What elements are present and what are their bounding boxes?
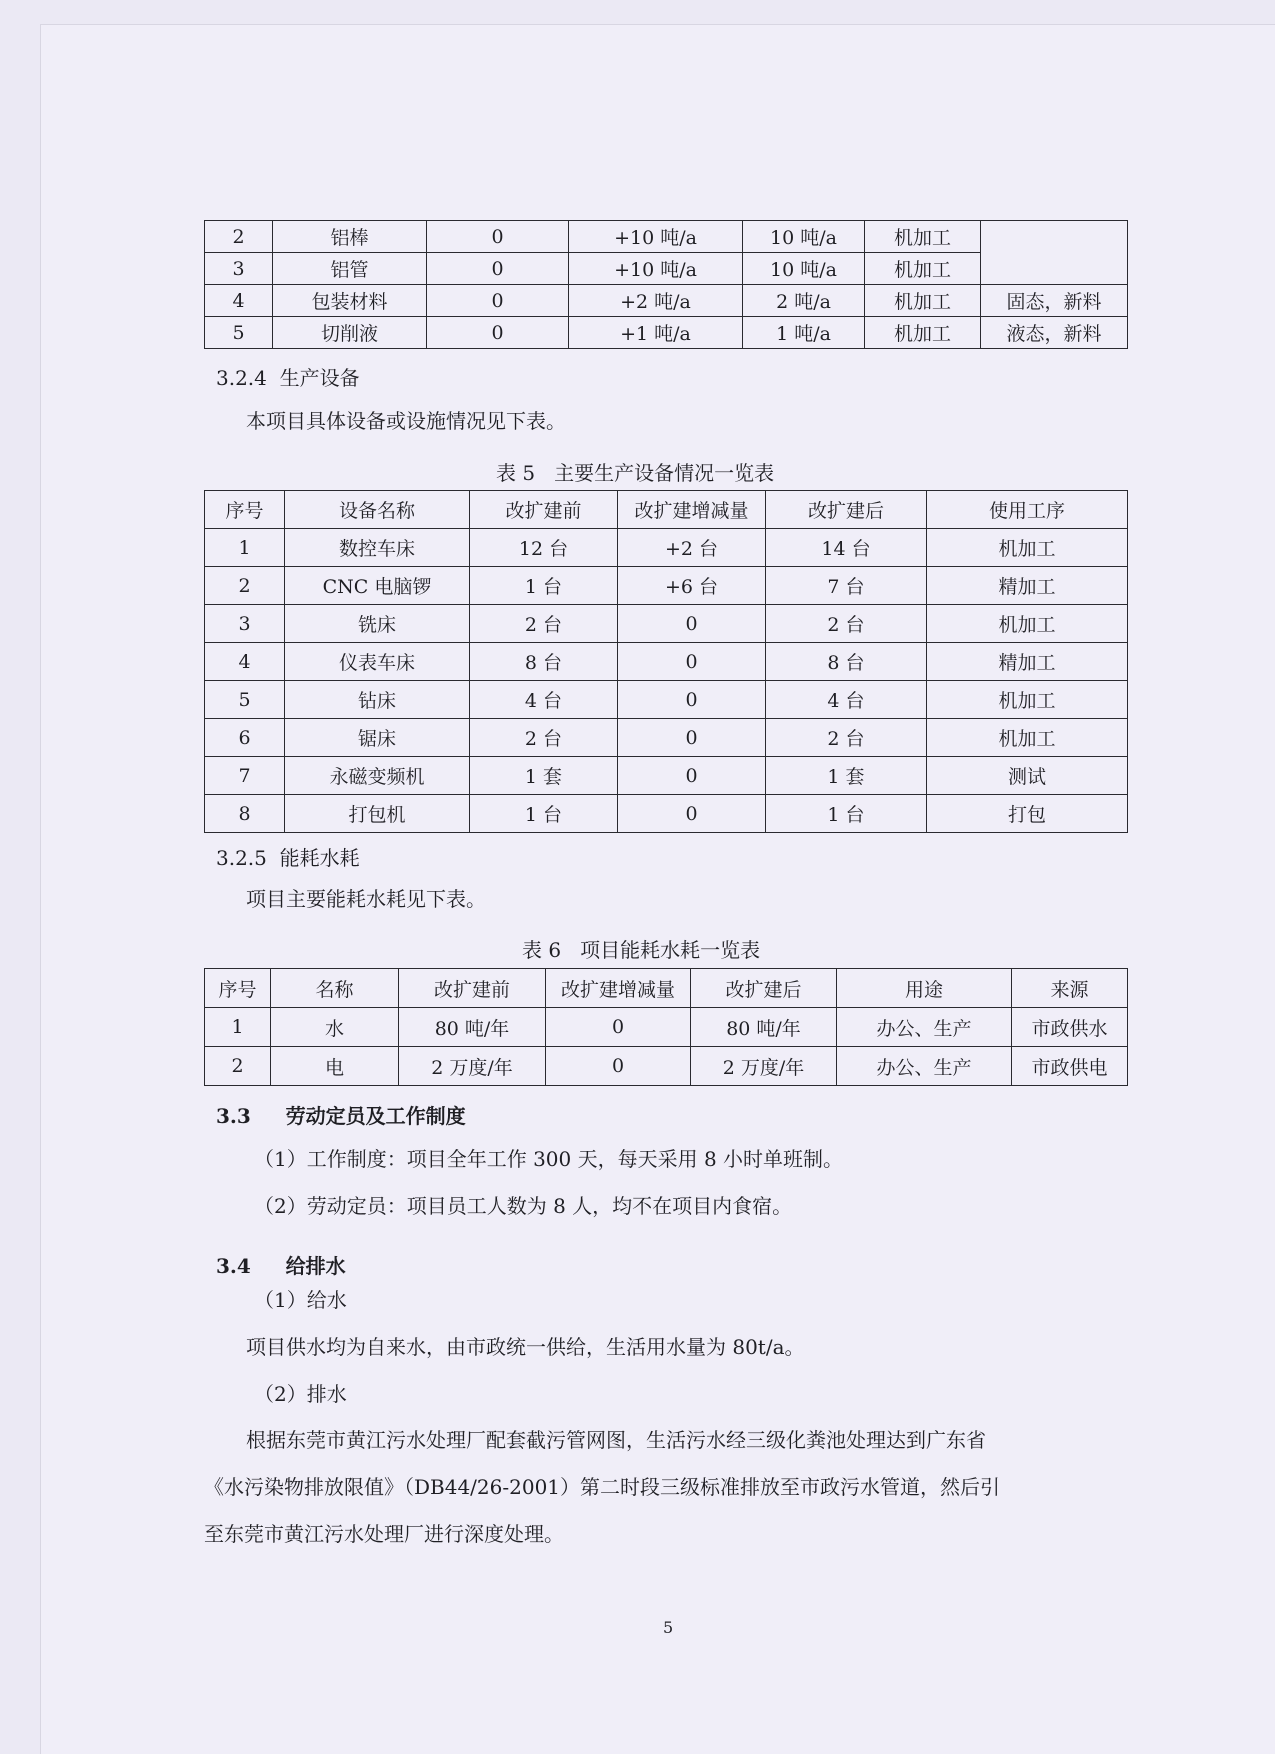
cell: 7	[205, 757, 285, 795]
column-header: 改扩建后	[691, 969, 837, 1008]
cell: 0	[427, 317, 569, 349]
section-heading-33	[216, 1100, 466, 1129]
cell: 2 台	[766, 719, 927, 757]
caption-title: 主要生产设备情况一览表	[554, 461, 775, 485]
section-title: 给排水	[285, 1254, 346, 1278]
section-number: 3.4	[216, 1254, 251, 1278]
cell: 80 吨/年	[399, 1008, 546, 1047]
cell: 精加工	[927, 567, 1128, 605]
table-row	[205, 567, 1128, 605]
column-header: 名称	[271, 969, 399, 1008]
cell: 2	[205, 567, 285, 605]
caption-number: 表 5	[496, 461, 536, 485]
cell: 6	[205, 719, 285, 757]
cell: 市政供水	[1012, 1008, 1128, 1047]
cell: 1 台	[470, 795, 618, 833]
cell: 1	[205, 529, 285, 567]
cell: +2 吨/a	[569, 285, 743, 317]
cell: 机加工	[927, 719, 1128, 757]
section-heading-34	[216, 1250, 346, 1279]
column-header: 改扩建前	[470, 491, 618, 529]
paragraph-line: 根据东莞市黄江污水处理厂配套截污管网图，生活污水经三级化粪池处理达到广东省	[246, 1428, 986, 1452]
cell: 机加工	[865, 285, 981, 317]
cell: 测试	[927, 757, 1128, 795]
energy-water-table	[204, 968, 1128, 1086]
cell: 打包机	[285, 795, 470, 833]
column-header: 使用工序	[927, 491, 1128, 529]
cell: 机加工	[865, 253, 981, 285]
table-row	[205, 221, 1128, 253]
cell: +10 吨/a	[569, 253, 743, 285]
cell: +1 吨/a	[569, 317, 743, 349]
cell: 1 台	[766, 795, 927, 833]
paragraph: 项目主要能耗水耗见下表。	[246, 887, 486, 911]
cell: 2 万度/年	[691, 1047, 837, 1086]
cell: 2	[205, 221, 273, 253]
cell: 5	[205, 681, 285, 719]
cell: 8 台	[766, 643, 927, 681]
cell: 仪表车床	[285, 643, 470, 681]
section-number: 3.3	[216, 1104, 251, 1128]
column-header: 改扩建增减量	[618, 491, 766, 529]
list-item: （1）工作制度：项目全年工作 300 天，每天采用 8 小时单班制。	[254, 1147, 844, 1171]
subheading: （2）排水	[254, 1382, 347, 1406]
cell: 2	[205, 1047, 271, 1086]
cell-note-merged	[981, 221, 1128, 285]
cell: 2 吨/a	[743, 285, 865, 317]
cell: 1 吨/a	[743, 317, 865, 349]
cell: 0	[427, 221, 569, 253]
section-number: 3.2.5	[216, 846, 267, 870]
section-heading-325	[216, 842, 360, 871]
list-item: （2）劳动定员：项目员工人数为 8 人，均不在项目内食宿。	[254, 1194, 793, 1218]
cell: 市政供电	[1012, 1047, 1128, 1086]
cell: CNC 电脑锣	[285, 567, 470, 605]
table-header-row	[205, 969, 1128, 1008]
cell: +10 吨/a	[569, 221, 743, 253]
cell: 切削液	[273, 317, 427, 349]
table-row	[205, 681, 1128, 719]
cell: 10 吨/a	[743, 253, 865, 285]
cell: 办公、生产	[837, 1047, 1012, 1086]
table-header-row	[205, 491, 1128, 529]
paragraph: 项目供水均为自来水，由市政统一供给，生活用水量为 80t/a。	[246, 1335, 805, 1359]
column-header: 来源	[1012, 969, 1128, 1008]
cell: 4 台	[470, 681, 618, 719]
cell: 机加工	[927, 681, 1128, 719]
cell: 0	[618, 643, 766, 681]
cell: 铝管	[273, 253, 427, 285]
column-header: 改扩建增减量	[546, 969, 691, 1008]
paragraph: 本项目具体设备或设施情况见下表。	[246, 409, 566, 433]
cell: 电	[271, 1047, 399, 1086]
cell: 10 吨/a	[743, 221, 865, 253]
cell: 8	[205, 795, 285, 833]
table5-caption	[496, 457, 774, 486]
table-row	[205, 643, 1128, 681]
cell: 14 台	[766, 529, 927, 567]
section-heading-324	[216, 362, 360, 391]
cell: 0	[618, 681, 766, 719]
cell: 永磁变频机	[285, 757, 470, 795]
table-row	[205, 795, 1128, 833]
section-number: 3.2.4	[216, 366, 267, 390]
cell: 1 台	[470, 567, 618, 605]
table-row	[205, 1047, 1128, 1086]
subheading: （1）给水	[254, 1288, 347, 1312]
cell: 水	[271, 1008, 399, 1047]
cell: 7 台	[766, 567, 927, 605]
cell: 2 台	[470, 719, 618, 757]
cell: 0	[618, 757, 766, 795]
cell: 数控车床	[285, 529, 470, 567]
cell: +2 台	[618, 529, 766, 567]
column-header: 设备名称	[285, 491, 470, 529]
cell: 0	[618, 719, 766, 757]
cell: 钻床	[285, 681, 470, 719]
cell: 0	[427, 253, 569, 285]
cell: 机加工	[865, 317, 981, 349]
table-row	[205, 529, 1128, 567]
caption-number: 表 6	[522, 938, 562, 962]
cell: 3	[205, 605, 285, 643]
cell: 铣床	[285, 605, 470, 643]
paragraph-line: 至东莞市黄江污水处理厂进行深度处理。	[204, 1522, 564, 1546]
section-title: 劳动定员及工作制度	[285, 1104, 466, 1128]
table-row	[205, 757, 1128, 795]
cell: 精加工	[927, 643, 1128, 681]
cell: 4 台	[766, 681, 927, 719]
cell: 3	[205, 253, 273, 285]
table-row	[205, 285, 1128, 317]
table-row	[205, 719, 1128, 757]
column-header: 序号	[205, 969, 271, 1008]
column-header: 改扩建后	[766, 491, 927, 529]
cell: 机加工	[927, 529, 1128, 567]
cell: 1 套	[766, 757, 927, 795]
cell: 0	[546, 1008, 691, 1047]
cell: 2 万度/年	[399, 1047, 546, 1086]
material-table-continued	[204, 220, 1128, 349]
cell: 2 台	[470, 605, 618, 643]
cell: 4	[205, 285, 273, 317]
cell: 固态，新料	[981, 285, 1128, 317]
cell: 包装材料	[273, 285, 427, 317]
cell: 打包	[927, 795, 1128, 833]
cell: 办公、生产	[837, 1008, 1012, 1047]
cell: 液态，新料	[981, 317, 1128, 349]
cell: 1 套	[470, 757, 618, 795]
section-title: 能耗水耗	[279, 846, 360, 870]
cell: 0	[546, 1047, 691, 1086]
table-row	[205, 605, 1128, 643]
cell: 锯床	[285, 719, 470, 757]
column-header: 改扩建前	[399, 969, 546, 1008]
page-number: 5	[663, 1618, 674, 1637]
cell: 机加工	[927, 605, 1128, 643]
cell: 0	[618, 795, 766, 833]
cell: 机加工	[865, 221, 981, 253]
cell: 12 台	[470, 529, 618, 567]
cell: 8 台	[470, 643, 618, 681]
cell: 铝棒	[273, 221, 427, 253]
cell: +6 台	[618, 567, 766, 605]
equipment-table	[204, 490, 1128, 833]
section-title: 生产设备	[279, 366, 360, 390]
caption-title: 项目能耗水耗一览表	[580, 938, 761, 962]
cell: 0	[427, 285, 569, 317]
column-header: 用途	[837, 969, 1012, 1008]
table6-caption	[522, 934, 760, 963]
column-header: 序号	[205, 491, 285, 529]
cell: 2 台	[766, 605, 927, 643]
paragraph-line: 《水污染物排放限值》（DB44/26-2001）第二时段三级标准排放至市政污水管道，然后引	[204, 1475, 1001, 1499]
table-row	[205, 1008, 1128, 1047]
table-row	[205, 317, 1128, 349]
cell: 4	[205, 643, 285, 681]
cell: 5	[205, 317, 273, 349]
cell: 0	[618, 605, 766, 643]
cell: 80 吨/年	[691, 1008, 837, 1047]
cell: 1	[205, 1008, 271, 1047]
